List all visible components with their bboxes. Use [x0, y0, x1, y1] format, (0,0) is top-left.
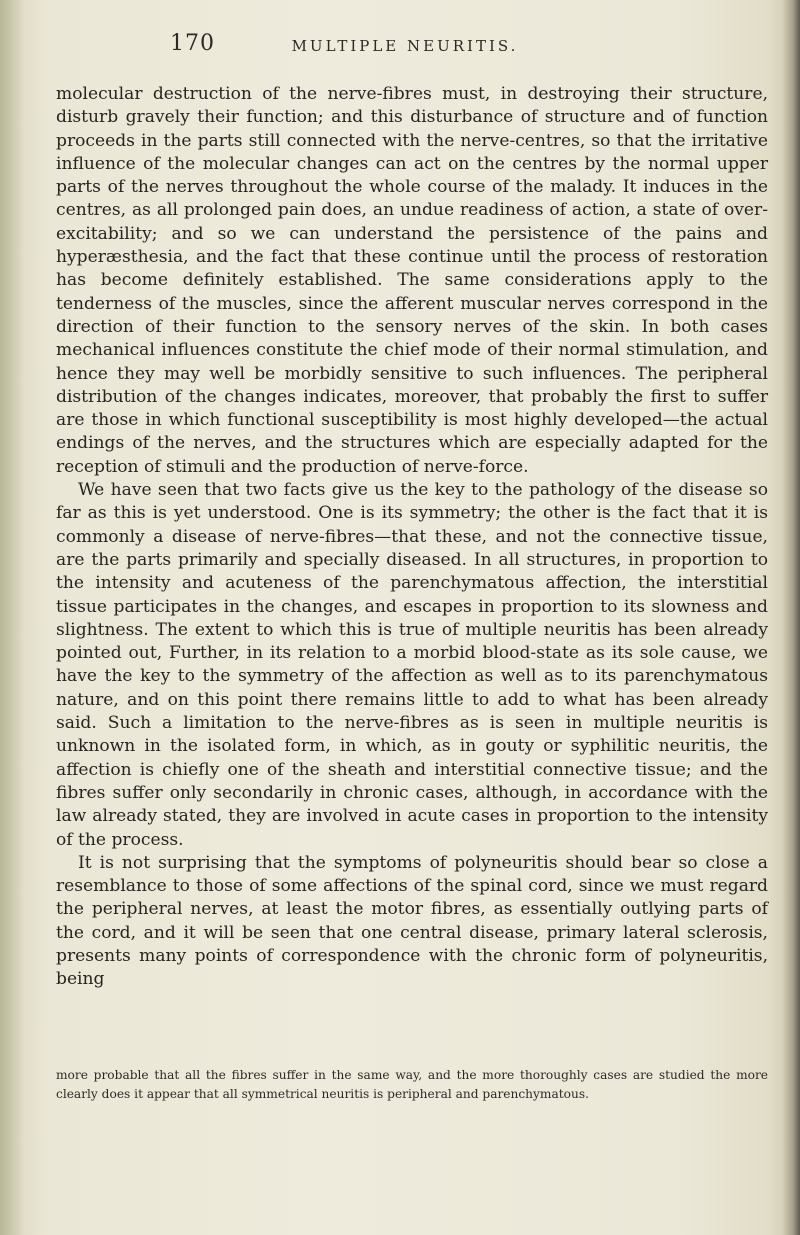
paragraph-continued: molecular destruction of the nerve-fibres must, in destroying their structure, disturb gravely their function; and this disturbance of structure and of function proceeds in the parts still connected with the nerve-centres, so that the irritative influence of the molecular changes can act on the centres by the normal upper parts of the nerves throughout the whole course of the malady. It induces in the centres, as all prolonged pain does, an undue readiness of action, a state of over-excitability; and so we can understand the persistence of the pains and hyperæsthesia, and the fact that these continue until the process of restoration has become definitely established. The same considerations apply to the tenderness of the muscles, since the afferent muscular nerves correspond in the direction of their function to the sensory nerves of the skin. In both cases mechanical influences constitute the chief mode of their normal stimulation, and hence they may well be morbidly sensitive to such influences. The peripheral distribution of the changes indicates, moreover, that probably the first to suffer are those in which functional susceptibility is most highly developed—the actual endings of the nerves, and the structures which are especially adapted for the reception of stimuli and the production of nerve-force.: [56, 84, 768, 477]
paragraph-pathology: We have seen that two facts give us the key to the pathology of the disease so far as this is yet understood. One is its symmetry; the other is the fact that it is commonly a disease of nerve-fibres—that these, and not the connective tissue, are the parts primarily and specially diseased. In all structures, in proportion to the intensity and acuteness of the parenchymatous affection, the interstitial tissue participates in the changes, and escapes in proportion to its slowness and slightness. The extent to which this is true of multiple neuritis has been already pointed out, Further, in its relation to a morbid blood-state as its sole cause, we have the key to the symmetry of the affection as well as to its parenchymatous nature, and on this point there remains little to add to what has been already said. Such a limitation to the nerve-fibres as is seen in multiple neuritis is unknown in the isolated form, in which, as in gouty or syphilitic neuritis, the affection is chiefly one of the sheath and interstitial connective tissue; and the fibres suffer only secondarily in chronic cases, although, in accordance with the law already stated, they are involved in acute cases in proportion to the intensity of the process.: [56, 480, 768, 850]
page-number: 170: [170, 31, 215, 56]
page-edge-shadow: [782, 0, 800, 1235]
body-text: [56, 83, 768, 992]
spine-shadow: [0, 0, 24, 1235]
footnote: more probable that all the fibres suffer in the same way, and the more thoroughly cases are studied the more clearly does it appear that all symmetrical neuritis is peripheral and parenchymatous.: [56, 1068, 768, 1101]
running-title: MULTIPLE NEURITIS.: [291, 37, 519, 55]
paragraph-polyneuritis: It is not surprising that the symptoms of polyneuritis should bear so close a resemblance to those of some affections of the spinal cord, since we must regard the peripheral nerves, at least the motor fibres, as essentially outlying parts of the cord, and it will be seen that one central disease, primary lateral sclerosis, presents many points of correspondence with the chronic form of polyneuritis, being: [56, 852, 768, 990]
